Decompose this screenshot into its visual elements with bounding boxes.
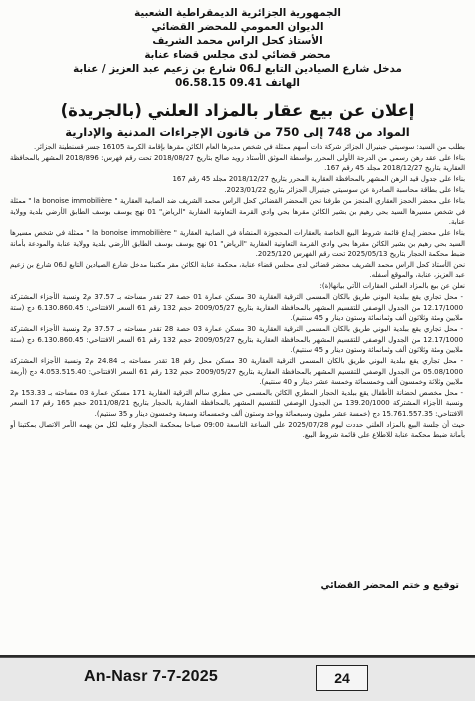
paragraph-properties-intro: نعلن عن بيع بالمزاد العلني العقارات الآتي بيانها(ة): <box>319 282 465 291</box>
property-item: - محل تجاري يقع ببلدية البوني طريق بالكان المسمى الترقية العقارية 30 مسكن محل رقم 18 تقدر مساحته بـ 24.84 م2 ونسبة الأجزاء المشتركة 05.08/1000 من الجدول الوصفي للتقسيم المشهر بالمحافظة العقارية بتاريخ 2009/05/27 حجم 132 رقم 61 السعر الافتتاحي: 4.053.515.40 دج (أربعة ملايين وثلاثة وخمسون ألف وخمسمائة وخمسة عشر دينار و 40 سنتيم). <box>10 357 463 386</box>
signature-line: توقيع و ختم المحضر القضائي <box>320 580 459 591</box>
paragraph-mortgage-register: بناءا على جدول قيد الرهن المشهر بالمحافظة العقارية المحرر بتاريخ 2018/12/27 مجلد 45 رقم 167 <box>172 175 465 184</box>
property-item: - محل تجاري يقع ببلدية البوني طريق بالكان المسمى الترقية العقارية 30 مسكن عمارة 01 حصة 27 تقدر مساحته بـ 37.57 م2 ونسبة الأجزاء المشتركة 12.17/1000 من الجدول الوصفي للتقسيم المشهر بالمحافظة العقارية بتاريخ 2009/05/27 حجم 132 رقم 61 السعر الافتتاحي: 6.130.860.45 دج (ستة ملايين ومئة وثلاثون ألف وثمانمائة وستون دينار و 45 سنتيم). <box>10 293 464 323</box>
paragraph-mortgage-deed: بناءا على عقد رهن رسمي من الدرجة الأولى المحرر بواسطة الموثق الأستاذ رويد صالح بتاريخ 2018/08/27 تحت رقم فهرس: 2018/896 المشهر بالمحافظة العقارية بتاريخ 2018/12/27 مجلد 45 رقم 167. <box>10 153 465 173</box>
paragraph-sale-conditions: بناءا على محضر إيداع قائمة شروط البيع الخاصة بالعقارات المحجوزة المنشأة في الصابية العقارية " la bonoise immobilière " ممثلة في شخص مسيرها السيد بحي رهيم بن بشير الكائن مقرها بحي وادي القرمة التعاونية العقارية "الرياض" 01 نهج يوسف بوسف الطابق الأرضي بلدية وولاية عنابة والمودعة بأمانة ضبط محكمة الحجار بتاريخ 2025/05/13 تحت رقم الفهرس 2025/120. <box>10 229 465 259</box>
bailiff-jurisdiction: محضر قضائي لدى مجلس قضاء عنابة <box>144 49 331 61</box>
paragraph-seizure-report: بناءا على محضر الحجز العقاري المنجز من طرفنا نحن المحضر القضائي كحل الراس محمد الشريف ضد الصابية العقارية " la bonoise immobilière " ممثلة في شخص مسيرها السيد بحي رهيم بن بشير الكائن مقرها بحي وادي القرمة التعاونية العقارية "الرياض" 01 نهج يوسف بوسف الطابق الأرضي بلدية وولاية عنابة. <box>10 197 465 227</box>
newspaper-issue-date: An-Nasr 7-7-2025 <box>84 668 218 685</box>
announcement-title: إعلان عن بيع عقار بالمزاد العلني (بالجريدة) <box>60 101 415 120</box>
property-item: - محل مخصص لحضانة الأطفال يقع ببلدية الحجار المطري الكائن بالمسمى حي مطري سالم الترقية العقارية 171 مسكن عمارة 03 مساحته بـ 153.33 م2 ونسبة الأجزاء المشتركة 139.20/1000 من الجدول الوصفي للتقسيم المشهر بالمحافظة العقارية بالحجار بتاريخ 2011/08/21 حجم 165 رقم 17 السعر الافتتاحي: 15.761.557.35 دج (خمسة عشر مليون وسبعمائة وواحد وستون ألف وخمسمائة وسبعة وخمسون دينار و 35 سنتيم). <box>10 388 463 418</box>
announcement-body <box>10 142 465 576</box>
property-item: - محل تجاري يقع ببلدية البوني طريق بالكان المسمى الترقية العقارية 30 مسكن عمارة 03 حصة 28 تقدر مساحته بـ 37.57 م2 ونسبة الأجزاء المشتركة 12.17/1000 من الجدول الوصفي للتقسيم المشهر بالمحافظة العقارية بتاريخ 2009/05/27 حجم 132 رقم 61 السعر الافتتاحي: 6.130.860.45 دج (ستة ملايين ومئة وثلاثون ألف وثمانمائة وستون دينار و 45 سنتيم). <box>10 325 464 355</box>
bailiff-name: الأستاذ كحل الراس محمد الشريف <box>152 35 323 47</box>
newspaper-footer <box>0 657 475 701</box>
office-name: الديوان العمومي للمحضر القضائي <box>151 21 324 33</box>
legal-reference: المواد من 748 إلى 750 من قانون الإجراءات المدنية والإدارية <box>65 125 410 139</box>
office-phone: الهاتف 09.41 06.58.15 <box>175 77 300 89</box>
bailiff-header <box>10 6 465 90</box>
page-number: 24 <box>316 665 368 691</box>
paragraph-bailiff-statement: نحن الأستاذ كحل الراس محمد الشريف محضر قضائي لدى محلس قضاء عنابة، محكمة عنابة الكائن مقر مكتبنا مدخل شارع الصيادين التابع لـ06 شارع بن زعيم عبد العزيز، عنابة، والموقع أسفله. <box>10 260 465 280</box>
republic-name: الجمهورية الجزائرية الديمقراطية الشعبية <box>134 7 341 19</box>
paragraph-auction-date: حيث أن جلسة البيع بالمزاد العلني حددت ليوم 2025/07/28 على الساعة التاسعة 09:00 صباحا بمحكمة الحجار وعليه لكل من يهمه الأمر الاتصال بمكتبنا أو بأمانة ضبط محكمة عنابة للاطلاع على قائمة شروط البيع. <box>10 420 465 440</box>
paragraph-requester: بطلب من السيد: سوسيتي جينيرال الجزائر شركة ذات أسهم ممثلة في شخص مديرها العام الكائن مقرها بإقامة الكرمة 16105 جسر قسنطينة الجزائر. <box>34 143 465 151</box>
office-address: مدخل شارع الصيادين التابع لـ06 شارع بن زعيم عبد العزيز / عنابة <box>73 63 402 75</box>
paragraph-account-statement: بناءا على بطاقة محاسبة الصادرة عن سوسيتي جينيرال الجزائر بتاريخ 2023/01/22. <box>224 186 465 195</box>
